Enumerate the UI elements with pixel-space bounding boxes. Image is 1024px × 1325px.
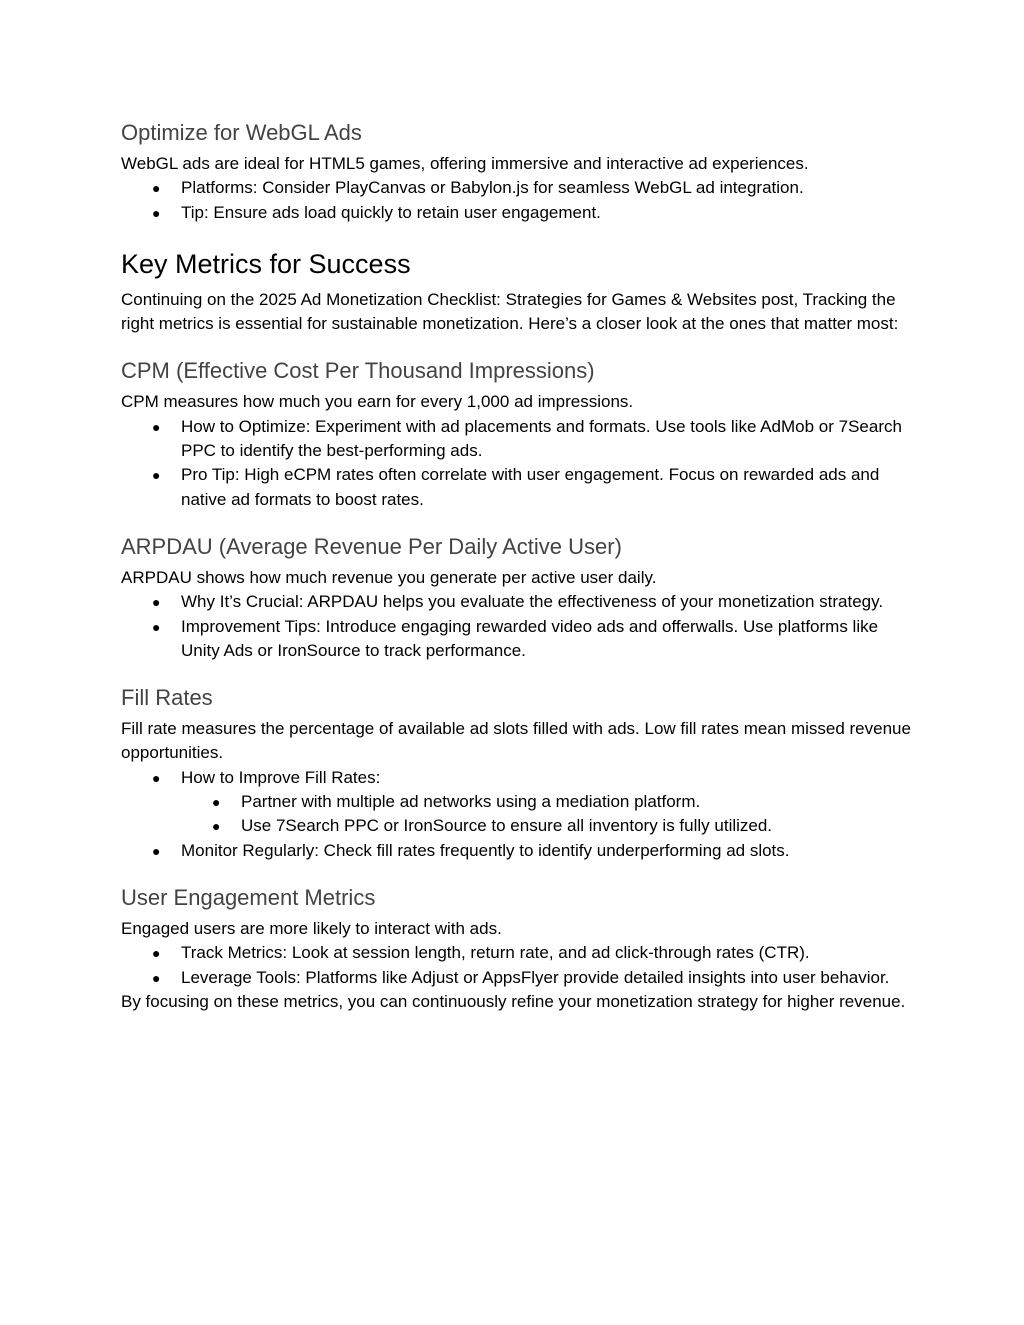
bullet-icon: ● bbox=[152, 204, 161, 221]
metrics-intro: Continuing on the 2025 Ad Monetization Checklist: Strategies for Games & Websites post, Tracking the right metrics is essential for sustainable monetization. Here’s a closer look at the ones that matter most: bbox=[121, 289, 899, 334]
list-item: ● Monitor Regularly: Check fill rates frequently to identify underperforming ad slots. bbox=[121, 839, 921, 863]
list-item: ● Partner with multiple ad networks using a mediation platform. bbox=[121, 790, 921, 814]
bullet-icon: ● bbox=[212, 794, 221, 811]
arpdau-heading: ARPDAU (Average Revenue Per Daily Active User) bbox=[121, 533, 622, 559]
engagement-intro: Engaged users are more likely to interact with ads. bbox=[121, 918, 502, 938]
fill-intro: Fill rate measures the percentage of available ad slots filled with ads. Low fill rates mean missed revenue opportunities. bbox=[121, 719, 911, 763]
list-item: ● How to Improve Fill Rates: bbox=[121, 766, 921, 790]
cpm-list bbox=[121, 415, 921, 512]
engagement-closing: By focusing on these metrics, you can continuously refine your monetization strategy for higher revenue. bbox=[121, 991, 906, 1011]
bullet-icon: ● bbox=[152, 769, 161, 786]
bullet-icon: ● bbox=[152, 180, 161, 197]
webgl-intro: WebGL ads are ideal for HTML5 games, offering immersive and interactive ad experiences. bbox=[121, 154, 809, 173]
arpdau-list bbox=[121, 590, 921, 663]
bullet-icon: ● bbox=[152, 594, 161, 611]
bullet-icon: ● bbox=[212, 818, 221, 835]
list-item: ● Why It’s Crucial: ARPDAU helps you evaluate the effectiveness of your monetization strategy. bbox=[121, 590, 921, 614]
arpdau-intro: ARPDAU shows how much revenue you generate per active user daily. bbox=[121, 567, 657, 587]
bullet-icon: ● bbox=[152, 969, 161, 986]
webgl-heading: Optimize for WebGL Ads bbox=[121, 120, 362, 145]
bullet-icon: ● bbox=[152, 842, 161, 859]
fill-sublist bbox=[121, 790, 921, 839]
bullet-icon: ● bbox=[152, 618, 161, 635]
metrics-heading: Key Metrics for Success bbox=[121, 248, 411, 279]
webgl-list bbox=[121, 176, 921, 225]
document-page bbox=[121, 118, 921, 1014]
cpm-intro: CPM measures how much you earn for every 1,000 ad impressions. bbox=[121, 392, 634, 412]
list-item: ● Pro Tip: High eCPM rates often correlate with user engagement. Focus on rewarded ads and native ad formats to boost rates. bbox=[152, 465, 880, 509]
engagement-list bbox=[121, 941, 921, 990]
list-item: ● Platforms: Consider PlayCanvas or Babylon.js for seamless WebGL ad integration. bbox=[121, 176, 921, 200]
list-item: ● Tip: Ensure ads load quickly to retain user engagement. bbox=[121, 201, 921, 225]
list-item: ● Track Metrics: Look at session length, return rate, and ad click-through rates (CTR). bbox=[121, 941, 921, 965]
fill-heading: Fill Rates bbox=[121, 685, 213, 711]
bullet-icon: ● bbox=[152, 467, 161, 484]
engagement-heading: User Engagement Metrics bbox=[121, 884, 376, 910]
bullet-icon: ● bbox=[152, 945, 161, 962]
fill-list-2 bbox=[121, 839, 921, 863]
cpm-heading: CPM (Effective Cost Per Thousand Impressions) bbox=[121, 358, 595, 384]
list-item: ● Leverage Tools: Platforms like Adjust or AppsFlyer provide detailed insights into user behavior. bbox=[121, 966, 921, 990]
list-item: ● Use 7Search PPC or IronSource to ensure all inventory is fully utilized. bbox=[121, 814, 921, 838]
list-item: ● How to Optimize: Experiment with ad placements and formats. Use tools like AdMob or 7Search PPC to identify the best-performing ads. bbox=[152, 416, 902, 461]
list-item: ● Improvement Tips: Introduce engaging rewarded video ads and offerwalls. Use platforms like Unity Ads or IronSource to track performance. bbox=[152, 616, 879, 660]
bullet-icon: ● bbox=[152, 418, 161, 435]
fill-list bbox=[121, 766, 921, 790]
